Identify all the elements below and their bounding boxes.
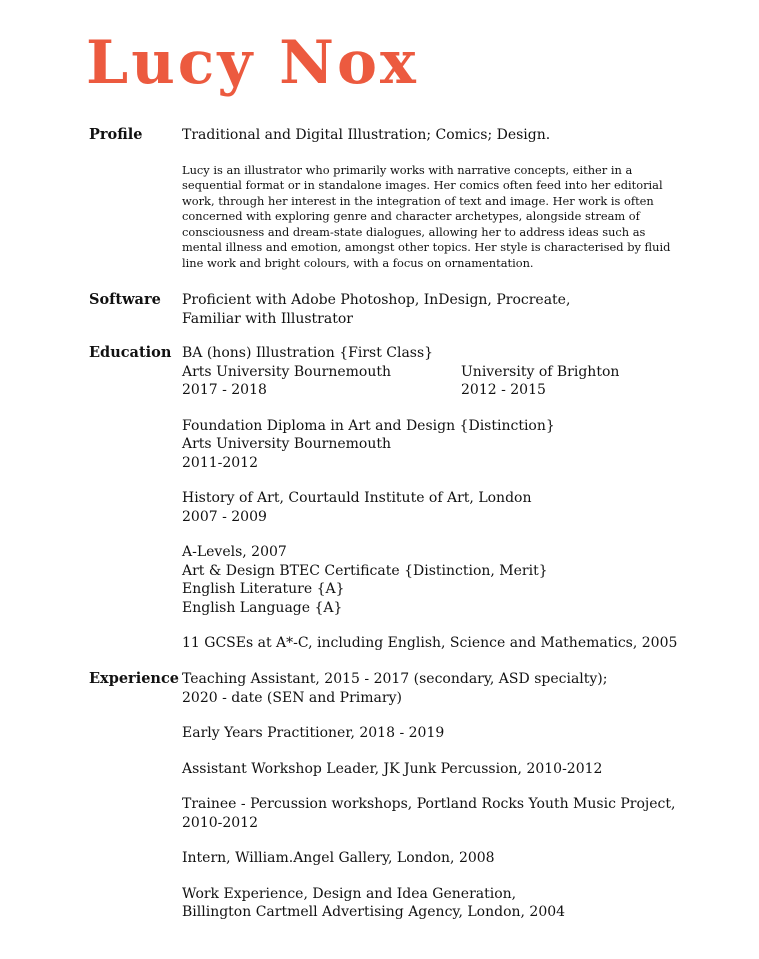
- education-label: Education: [89, 344, 172, 361]
- profile-bio: Lucy is an illustrator who primarily works with narrative concepts, either in a sequential format or in standalone images. Her comics often feed into her editorial work, through her interest in the integration of text and image. Her work is often concerned with exploring genre and character archetypes, alongside stream of consciousness and dream-state dialogues, allowing her to address ideas such as mental illness and emotion, amongst other topics. Her style is characterised by fluid line work and bright colours, with a focus on ornamentation.: [182, 162, 671, 270]
- profile-headline: Traditional and Digital Illustration; Comics; Design.: [182, 127, 551, 143]
- experience-line: Trainee - Percussion workshops, Portland Rocks Youth Music Project,: [182, 796, 676, 812]
- education-line: History of Art, Courtauld Institute of Art, London: [182, 490, 532, 506]
- experience-entry: [182, 885, 702, 922]
- education-line: A-Levels, 2007: [182, 544, 287, 560]
- profile-label: Profile: [89, 126, 143, 143]
- experience-line: Early Years Practitioner, 2018 - 2019: [182, 725, 445, 741]
- education-line: Foundation Diploma in Art and Design {Distinction}: [182, 417, 555, 434]
- software-line: Familiar with Illustrator: [182, 310, 353, 327]
- history-entry: [182, 489, 702, 526]
- degree-institution: University of Brighton: [461, 363, 620, 380]
- gcses-entry: 11 GCSEs at A*-C, including English, Science and Mathematics, 2005: [182, 635, 678, 651]
- foundation-entry: [182, 417, 702, 473]
- experience-line: Intern, William.Angel Gallery, London, 2008: [182, 850, 495, 866]
- experience-line: Teaching Assistant, 2015 - 2017 (secondary, ASD specialty);: [182, 671, 608, 687]
- education-line: Art & Design BTEC Certificate {Distinction, Merit}: [182, 562, 548, 579]
- experience-line: 2020 - date (SEN and Primary): [182, 689, 402, 706]
- software-line: Proficient with Adobe Photoshop, InDesign, Procreate,: [182, 292, 571, 308]
- experience-line: Billington Cartmell Advertising Agency, London, 2004: [182, 904, 566, 920]
- experience-entry: [182, 795, 702, 832]
- experience-label: Experience: [89, 670, 180, 687]
- education-line: 2007 - 2009: [182, 508, 267, 525]
- degree-years: 2017 - 2018: [182, 382, 267, 398]
- degree-years: 2012 - 2015: [461, 382, 546, 398]
- experience-entry: [182, 724, 702, 743]
- experience-entry: [182, 849, 702, 868]
- experience-line: Work Experience, Design and Idea Generation,: [182, 885, 517, 902]
- experience-line: 2010-2012: [182, 814, 258, 831]
- software-label: Software: [89, 291, 161, 308]
- experience-entry: [182, 670, 702, 707]
- experience-entry: [182, 760, 702, 779]
- education-line: English Language {A}: [182, 599, 343, 616]
- education-line: Arts University Bournemouth: [182, 436, 391, 452]
- experience-line: Assistant Workshop Leader, JK Junk Percussion, 2010-2012: [182, 760, 603, 777]
- education-line: English Literature {A}: [182, 581, 345, 597]
- education-line: 2011-2012: [182, 454, 258, 471]
- resume-name-title: Lucy Nox: [86, 28, 419, 98]
- degree-institution: Arts University Bournemouth: [182, 363, 391, 380]
- alevels-entry: [182, 543, 702, 617]
- degree-title: BA (hons) Illustration {First Class}: [182, 345, 434, 361]
